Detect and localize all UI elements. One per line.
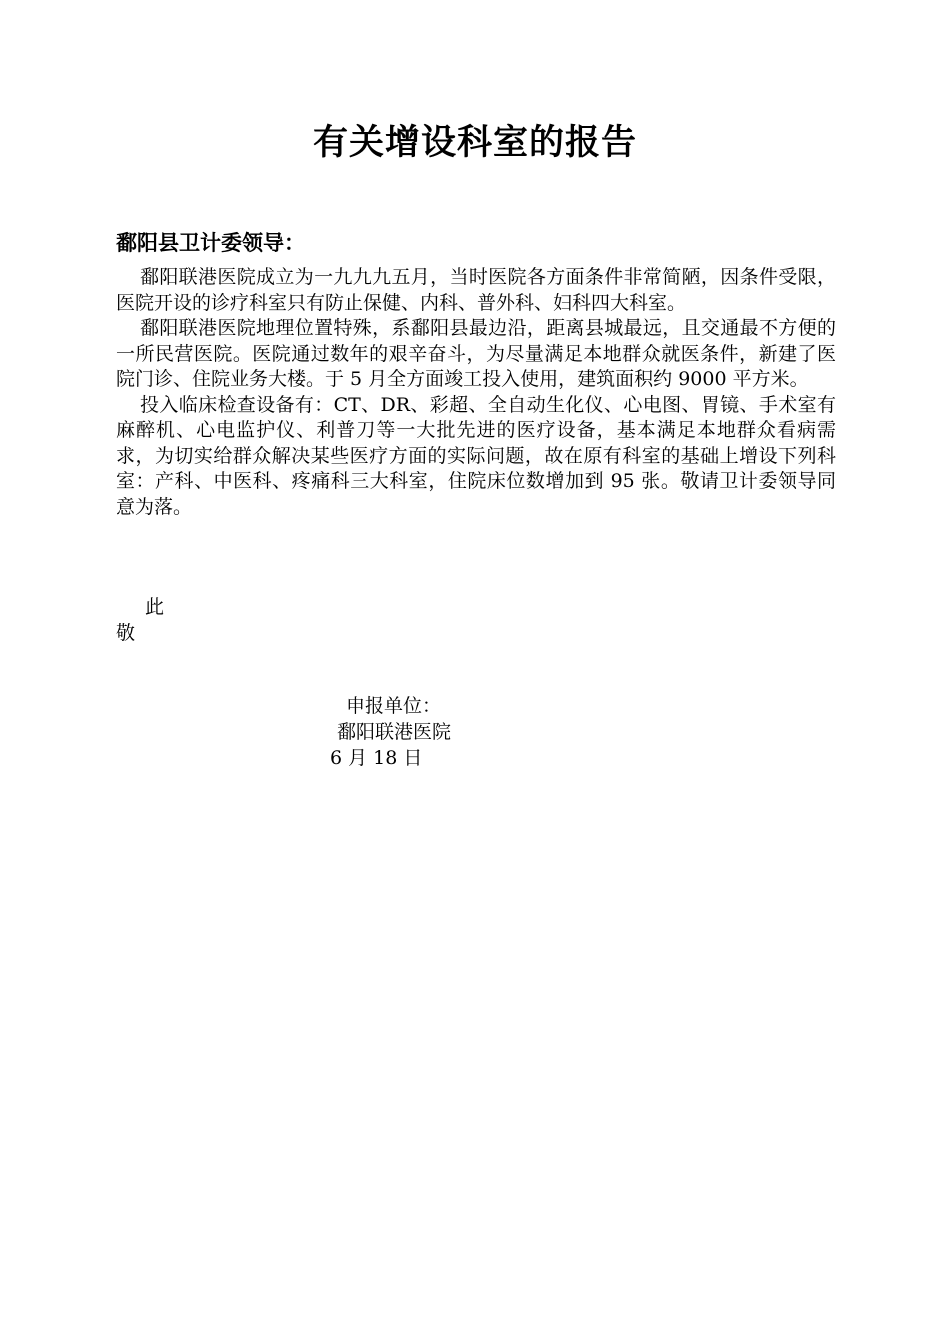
- paragraph-1: 鄱阳联港医院成立为一九九九五月，当时医院各方面条件非常简陋，因条件受限，医院开设的诊疗科室只有防止保健、内科、普外科、妇科四大科室。: [116, 266, 836, 314]
- paragraph-2: 鄱阳联港医院地理位置特殊，系鄱阳县最边沿，距离县城最远，且交通最不方便的一所民营医院。医院通过数年的艰辛奋斗，为尽量满足本地群众就医条件，新建了医院门诊、住院业务大楼。于 5 月全方面竣工投入使用，建筑面积约 9000 平方米。: [116, 317, 836, 390]
- closing-line-2: 敬: [116, 622, 136, 644]
- paragraph-3: 投入临床检查设备有：CT、DR、彩超、全自动生化仪、心电图、胃镜、手术室有麻醉机、心电监护仪、利普刀等一大批先进的医疗设备，基本满足本地群众看病需求，为切实给群众解决某些医疗方面的实际问题，故在原有科室的基础上增设下列科室：产科、中医科、疼痛科三大科室，住院床位数增加到 95 张。敬请卫计委领导同意为落。: [116, 393, 836, 518]
- closing-line-1: 此: [145, 596, 165, 618]
- document-title: 有关增设科室的报告: [312, 123, 637, 163]
- signature-date: 6 月 18 日: [330, 747, 423, 769]
- signature-label: 申报单位：: [346, 695, 442, 717]
- signature-organization: 鄱阳联港医院: [337, 721, 452, 743]
- document-body: [116, 265, 836, 520]
- salutation: 鄱阳县卫计委领导：: [116, 231, 305, 255]
